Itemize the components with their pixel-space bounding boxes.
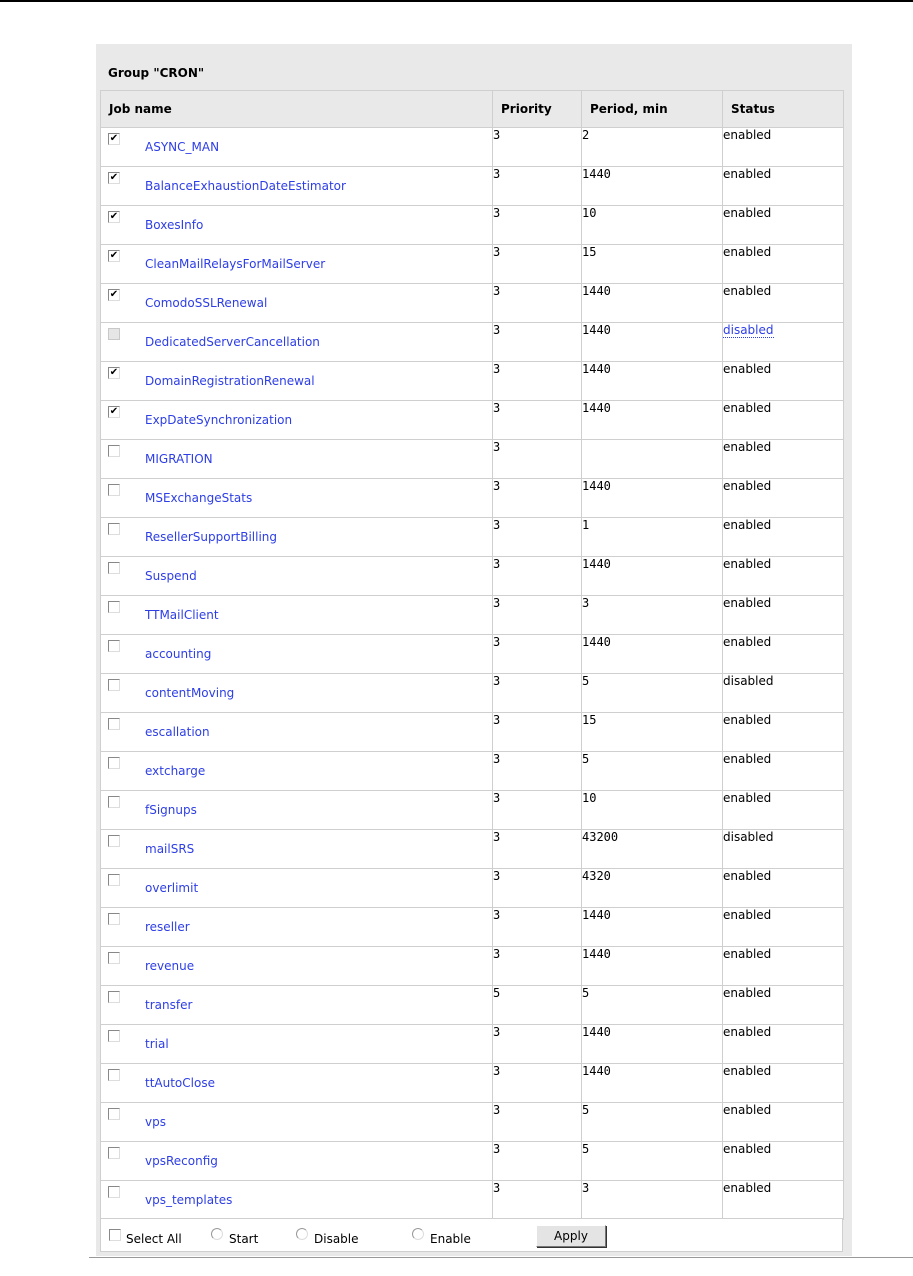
status-cell [723, 986, 844, 1025]
priority-cell: 3 [493, 791, 582, 830]
table-row [101, 1142, 844, 1181]
job-select-checkbox[interactable]: ✔ [109, 250, 119, 261]
job-name-cell [101, 830, 493, 869]
select-all-label[interactable]: Select All [126, 1232, 182, 1246]
column-header-job-name[interactable]: Job name [101, 91, 493, 128]
job-name-cell [101, 869, 493, 908]
priority-cell: 3 [493, 557, 582, 596]
job-name-cell [101, 479, 493, 518]
job-name-cell [101, 908, 493, 947]
job-name-cell [101, 401, 493, 440]
job-select-checkbox[interactable] [108, 679, 120, 691]
table-row [101, 869, 844, 908]
job-name-cell [101, 1103, 493, 1142]
job-select-checkbox[interactable] [108, 484, 120, 496]
job-name-link[interactable]: MIGRATION [145, 452, 213, 466]
period-cell: 10 [582, 206, 723, 245]
status-cell [723, 1181, 844, 1220]
period-cell: 43200 [582, 830, 723, 869]
table-row [101, 479, 844, 518]
status-text: enabled [723, 713, 772, 727]
priority-cell: 3 [493, 1064, 582, 1103]
job-name-cell [101, 596, 493, 635]
priority-cell: 3 [493, 128, 582, 167]
group-title: Group "CRON" [100, 62, 843, 84]
priority-cell: 3 [493, 1142, 582, 1181]
priority-cell: 3 [493, 635, 582, 674]
table-header-row [101, 91, 844, 128]
status-text: enabled [723, 1025, 772, 1039]
disable-radio[interactable] [296, 1228, 308, 1240]
status-text: enabled [723, 1142, 772, 1156]
table-row [101, 557, 844, 596]
priority-cell: 3 [493, 752, 582, 791]
period-cell: 4320 [582, 869, 723, 908]
table-row [101, 401, 844, 440]
job-name-cell [101, 206, 493, 245]
priority-cell: 3 [493, 206, 582, 245]
period-cell: 1440 [582, 947, 723, 986]
job-select-checkbox[interactable]: ✔ [109, 289, 119, 300]
job-name-link[interactable]: trial [145, 1037, 169, 1051]
status-text: enabled [723, 284, 772, 298]
status-cell [723, 284, 844, 323]
status-cell [723, 869, 844, 908]
job-name-cell [101, 674, 493, 713]
job-name-cell [101, 1142, 493, 1181]
priority-cell: 3 [493, 1103, 582, 1142]
job-name-link[interactable]: BoxesInfo [145, 218, 204, 232]
job-name-link[interactable]: BalanceExhaustionDateEstimator [145, 179, 346, 193]
job-select-checkbox[interactable]: ✔ [109, 367, 119, 378]
status-text: enabled [723, 557, 772, 571]
status-text: enabled [723, 128, 772, 142]
job-select-checkbox[interactable]: ✔ [109, 406, 119, 417]
status-cell [723, 830, 844, 869]
table-row [101, 752, 844, 791]
job-name-cell [101, 791, 493, 830]
job-name-cell [101, 713, 493, 752]
status-cell [723, 1025, 844, 1064]
priority-cell: 3 [493, 323, 582, 362]
priority-cell: 3 [493, 869, 582, 908]
jobs-table [100, 90, 844, 1220]
job-name-cell [101, 1064, 493, 1103]
status-cell [723, 401, 844, 440]
period-cell: 2 [582, 128, 723, 167]
job-select-checkbox[interactable] [108, 718, 120, 730]
job-select-checkbox[interactable]: ✔ [109, 133, 119, 144]
period-cell: 1440 [582, 1064, 723, 1103]
job-select-checkbox[interactable] [108, 1108, 120, 1120]
status-cell [723, 167, 844, 206]
table-row [101, 206, 844, 245]
priority-cell: 3 [493, 362, 582, 401]
status-cell [723, 1142, 844, 1181]
table-row [101, 518, 844, 557]
table-row [101, 908, 844, 947]
job-name-cell [101, 323, 493, 362]
job-select-checkbox[interactable] [108, 874, 120, 886]
table-row [101, 830, 844, 869]
job-select-checkbox[interactable] [108, 562, 120, 574]
status-text: enabled [723, 986, 772, 1000]
job-name-link[interactable]: accounting [145, 647, 212, 661]
column-header-period[interactable]: Period, min [582, 91, 723, 128]
table-row [101, 440, 844, 479]
job-name-link[interactable]: vps [145, 1115, 166, 1129]
job-name-cell [101, 752, 493, 791]
job-name-link[interactable]: vps_templates [145, 1193, 233, 1207]
job-name-cell [101, 362, 493, 401]
job-select-checkbox[interactable] [108, 445, 120, 457]
period-cell: 5 [582, 1103, 723, 1142]
period-cell: 5 [582, 986, 723, 1025]
job-name-link[interactable]: ExpDateSynchronization [145, 413, 293, 427]
period-cell: 1440 [582, 1025, 723, 1064]
priority-cell: 3 [493, 1025, 582, 1064]
job-select-checkbox[interactable] [108, 640, 120, 652]
period-cell: 5 [582, 674, 723, 713]
priority-cell: 3 [493, 1181, 582, 1220]
status-text: enabled [723, 401, 772, 415]
job-select-checkbox[interactable] [108, 1186, 120, 1198]
status-cell [723, 713, 844, 752]
status-cell [723, 557, 844, 596]
table-row [101, 1103, 844, 1142]
priority-cell: 3 [493, 596, 582, 635]
period-cell: 5 [582, 752, 723, 791]
status-text: enabled [723, 1181, 772, 1195]
status-cell [723, 752, 844, 791]
status-cell [723, 947, 844, 986]
job-name-cell [101, 635, 493, 674]
job-select-checkbox[interactable] [108, 796, 120, 808]
column-header-status[interactable]: Status [723, 91, 844, 128]
status-cell [723, 1103, 844, 1142]
job-select-checkbox[interactable] [108, 952, 120, 964]
priority-cell: 3 [493, 830, 582, 869]
period-cell: 1440 [582, 323, 723, 362]
job-select-checkbox[interactable] [108, 523, 120, 535]
job-name-link[interactable]: ResellerSupportBilling [145, 530, 278, 544]
priority-cell: 3 [493, 947, 582, 986]
job-select-checkbox[interactable] [108, 1147, 120, 1159]
period-cell: 1440 [582, 479, 723, 518]
priority-cell: 3 [493, 674, 582, 713]
job-name-link[interactable]: Suspend [145, 569, 197, 583]
status-cell [723, 908, 844, 947]
job-name-link[interactable]: MSExchangeStats [145, 491, 253, 505]
period-cell: 1440 [582, 908, 723, 947]
priority-cell: 3 [493, 167, 582, 206]
enable-radio-label[interactable]: Enable [430, 1232, 471, 1246]
status-text: enabled [723, 167, 772, 181]
period-cell: 15 [582, 713, 723, 752]
job-name-cell [101, 167, 493, 206]
job-select-checkbox[interactable]: ✔ [109, 211, 119, 222]
job-name-link[interactable]: fSignups [145, 803, 197, 817]
status-text: enabled [723, 518, 772, 532]
job-name-link[interactable]: revenue [145, 959, 195, 973]
status-text: enabled [723, 869, 772, 883]
status-cell [723, 479, 844, 518]
table-row [101, 635, 844, 674]
start-radio[interactable] [211, 1228, 223, 1240]
job-name-link[interactable]: ttAutoClose [145, 1076, 215, 1090]
status-cell [723, 245, 844, 284]
bottom-divider [89, 1257, 913, 1258]
priority-cell: 3 [493, 479, 582, 518]
status-cell [723, 128, 844, 167]
job-name-link[interactable]: CleanMailRelaysForMailServer [145, 257, 326, 271]
job-select-checkbox[interactable] [108, 991, 120, 1003]
status-link[interactable]: disabled [723, 323, 774, 337]
apply-button[interactable]: Apply [536, 1225, 606, 1247]
job-select-checkbox[interactable] [108, 1030, 120, 1042]
status-cell [723, 1064, 844, 1103]
job-name-link[interactable]: overlimit [145, 881, 199, 895]
table-row [101, 1181, 844, 1220]
status-text: enabled [723, 440, 772, 454]
job-name-cell [101, 284, 493, 323]
period-cell: 3 [582, 596, 723, 635]
job-name-cell [101, 245, 493, 284]
status-cell [723, 635, 844, 674]
disable-radio-label[interactable]: Disable [314, 1232, 359, 1246]
table-row [101, 596, 844, 635]
period-cell: 1440 [582, 167, 723, 206]
job-select-checkbox[interactable] [108, 1069, 120, 1081]
job-name-link[interactable]: transfer [145, 998, 193, 1012]
jobs-table-body [101, 128, 844, 1220]
job-name-link[interactable]: escallation [145, 725, 210, 739]
status-text: enabled [723, 206, 772, 220]
status-cell [723, 596, 844, 635]
period-cell: 1440 [582, 635, 723, 674]
job-select-checkbox[interactable] [108, 757, 120, 769]
status-text: enabled [723, 1103, 772, 1117]
table-row [101, 947, 844, 986]
job-name-link[interactable]: ComodoSSLRenewal [145, 296, 268, 310]
table-row [101, 323, 844, 362]
table-row [101, 362, 844, 401]
priority-cell: 5 [493, 986, 582, 1025]
job-name-link[interactable]: mailSRS [145, 842, 195, 856]
status-text: enabled [723, 596, 772, 610]
job-name-link[interactable]: contentMoving [145, 686, 235, 700]
table-row [101, 791, 844, 830]
period-cell: 1 [582, 518, 723, 557]
job-select-checkbox [108, 328, 120, 340]
job-name-link[interactable]: vpsReconfig [145, 1154, 218, 1168]
bulk-action-bar [100, 1218, 843, 1252]
job-name-cell [101, 440, 493, 479]
job-name-link[interactable]: ASYNC_MAN [145, 140, 220, 154]
status-text: enabled [723, 362, 772, 376]
priority-cell: 3 [493, 908, 582, 947]
select-all-checkbox[interactable] [109, 1229, 121, 1241]
job-name-cell [101, 947, 493, 986]
cron-group-panel [96, 44, 852, 1256]
status-cell [723, 206, 844, 245]
job-select-checkbox[interactable]: ✔ [109, 172, 119, 183]
job-name-cell [101, 557, 493, 596]
status-cell [723, 323, 844, 362]
job-select-checkbox[interactable] [108, 913, 120, 925]
period-cell: 3 [582, 1181, 723, 1220]
enable-radio[interactable] [412, 1228, 424, 1240]
table-row [101, 167, 844, 206]
start-radio-label[interactable]: Start [229, 1232, 259, 1246]
status-text: enabled [723, 752, 772, 766]
period-cell [582, 440, 723, 479]
job-select-checkbox[interactable] [108, 601, 120, 613]
table-row [101, 284, 844, 323]
status-text: enabled [723, 947, 772, 961]
status-cell [723, 674, 844, 713]
period-cell: 10 [582, 791, 723, 830]
status-cell [723, 362, 844, 401]
period-cell: 1440 [582, 401, 723, 440]
status-text: enabled [723, 635, 772, 649]
status-text: enabled [723, 245, 772, 259]
job-name-cell [101, 1025, 493, 1064]
priority-cell: 3 [493, 713, 582, 752]
status-text: enabled [723, 1064, 772, 1078]
job-name-cell [101, 1181, 493, 1220]
job-name-link[interactable]: DomainRegistrationRenewal [145, 374, 315, 388]
column-header-priority[interactable]: Priority [493, 91, 582, 128]
period-cell: 1440 [582, 284, 723, 323]
status-cell [723, 440, 844, 479]
table-row [101, 1064, 844, 1103]
status-text: enabled [723, 479, 772, 493]
table-row [101, 245, 844, 284]
status-text: enabled [723, 908, 772, 922]
status-cell [723, 518, 844, 557]
priority-cell: 3 [493, 245, 582, 284]
priority-cell: 3 [493, 440, 582, 479]
job-name-cell [101, 518, 493, 557]
priority-cell: 3 [493, 518, 582, 557]
job-name-link[interactable]: extcharge [145, 764, 206, 778]
table-row [101, 986, 844, 1025]
job-name-cell [101, 128, 493, 167]
priority-cell: 3 [493, 284, 582, 323]
job-name-link[interactable]: DedicatedServerCancellation [145, 335, 320, 349]
status-text: disabled [723, 830, 774, 844]
table-row [101, 128, 844, 167]
table-row [101, 674, 844, 713]
job-name-link[interactable]: TTMailClient [145, 608, 219, 622]
period-cell: 1440 [582, 362, 723, 401]
period-cell: 1440 [582, 557, 723, 596]
job-name-cell [101, 986, 493, 1025]
status-cell [723, 791, 844, 830]
period-cell: 15 [582, 245, 723, 284]
table-row [101, 713, 844, 752]
priority-cell: 3 [493, 401, 582, 440]
top-divider [0, 0, 913, 2]
job-select-checkbox[interactable] [108, 835, 120, 847]
table-row [101, 1025, 844, 1064]
period-cell: 5 [582, 1142, 723, 1181]
status-text: enabled [723, 791, 772, 805]
status-text: disabled [723, 674, 774, 688]
job-name-link[interactable]: reseller [145, 920, 190, 934]
